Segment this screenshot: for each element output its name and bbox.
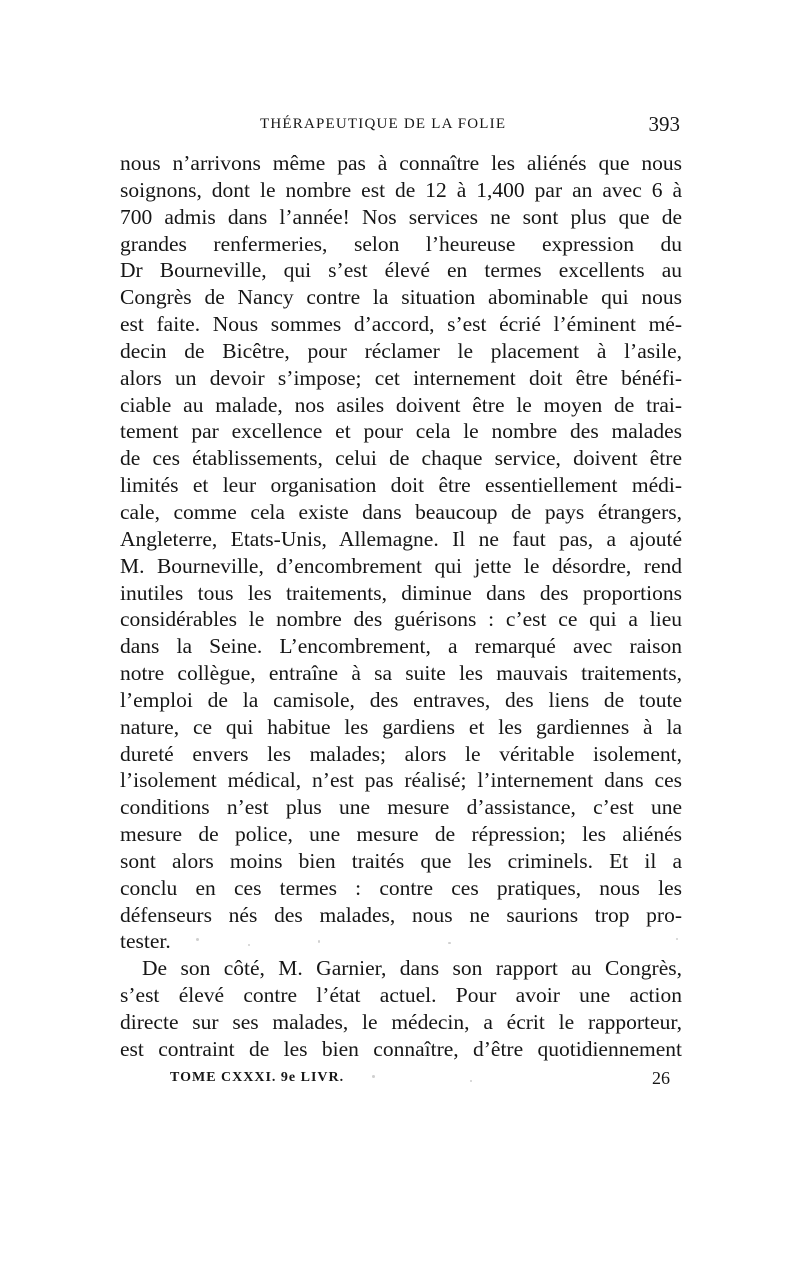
text-line: inutiles tous les traitements, diminue dans des proportions [120,580,682,605]
paragraph-end-line: tester. [120,929,171,954]
running-title: THÉRAPEUTIQUE DE LA FOLIE [260,116,507,132]
text-line: Dr Bourneville, qui s’est élevé en termes excellents au [120,258,682,283]
text-line: cale, comme cela existe dans beaucoup de pays étrangers, [120,499,682,524]
text-line: sont alors moins bien traités que les criminels. Et il a [120,848,682,873]
printer-signature: TOME CXXXI. 9e LIVR. [170,1070,345,1085]
text-line: conditions n’est plus une mesure d’assistance, c’est une [120,795,682,820]
text-line: Congrès de Nancy contre la situation abominable qui nous [120,285,682,310]
scan-speck [676,938,678,940]
text-line: est contraint de les bien connaître, d’être quotidiennement [120,1036,682,1061]
text-line: défenseurs nés des malades, nous ne saurions trop pro- [120,902,682,927]
scan-speck [470,1080,472,1082]
scan-speck [248,944,250,946]
scan-speck [318,940,320,943]
scan-speck [448,942,451,944]
text-line: grandes renfermeries, selon l’heureuse expression du [120,231,682,256]
page-number: 393 [648,112,680,136]
text-line: tement par excellence et pour cela le nombre des malades [120,419,682,444]
text-line: 700 admis dans l’année! Nos services ne sont plus que de [120,204,682,229]
text-line: limités et leur organisation doit être essentiellement médi- [120,473,682,498]
text-line: s’est élevé contre l’état actuel. Pour avoir une action [120,983,682,1008]
page-footer [170,1070,670,1092]
text-line: alors un devoir s’impose; cet internement doit être bénéfi- [120,365,682,390]
scan-speck [372,1075,375,1078]
text-line: nature, ce qui habitue les gardiens et les gardiennes à la [120,714,682,739]
body-text [120,150,682,1063]
running-head [120,112,680,142]
text-line: M. Bourneville, d’encombrement qui jette le désordre, rend [120,553,682,578]
text-line: decin de Bicêtre, pour réclamer le placement à l’asile, [120,338,682,363]
text-line: mesure de police, une mesure de répression; les aliénés [120,822,682,847]
text-line: de ces établissements, celui de chaque service, doivent être [120,446,682,471]
text-line: Angleterre, Etats-Unis, Allemagne. Il ne faut pas, a ajouté [120,526,682,551]
sheet-number: 26 [652,1068,670,1088]
text-line: est faite. Nous sommes d’accord, s’est écrié l’éminent mé- [120,312,682,337]
text-line: conclu en ces termes : contre ces pratiques, nous les [120,875,682,900]
text-line: notre collègue, entraîne à sa suite les mauvais traitements, [120,661,682,686]
text-line: l’emploi de la camisole, des entraves, des liens de toute [120,687,682,712]
text-line: considérables le nombre des guérisons : c’est ce qui a lieu [120,607,682,632]
paragraph-start-line: De son côté, M. Garnier, dans son rapport au Congrès, [142,956,682,981]
scan-speck [196,938,199,941]
text-line: nous n’arrivons même pas à connaître les aliénés que nous [120,151,682,175]
text-line: dans la Seine. L’encombrement, a remarqué avec raison [120,634,682,659]
text-line: l’isolement médical, n’est pas réalisé; l’internement dans ces [120,768,682,793]
text-line: soignons, dont le nombre est de 12 à 1,400 par an avec 6 à [120,177,682,202]
text-line: dureté envers les malades; alors le véritable isolement, [120,741,682,766]
text-line: ciable au malade, nos asiles doivent être le moyen de trai- [120,392,682,417]
text-line: directe sur ses malades, le médecin, a écrit le rapporteur, [120,1010,682,1034]
